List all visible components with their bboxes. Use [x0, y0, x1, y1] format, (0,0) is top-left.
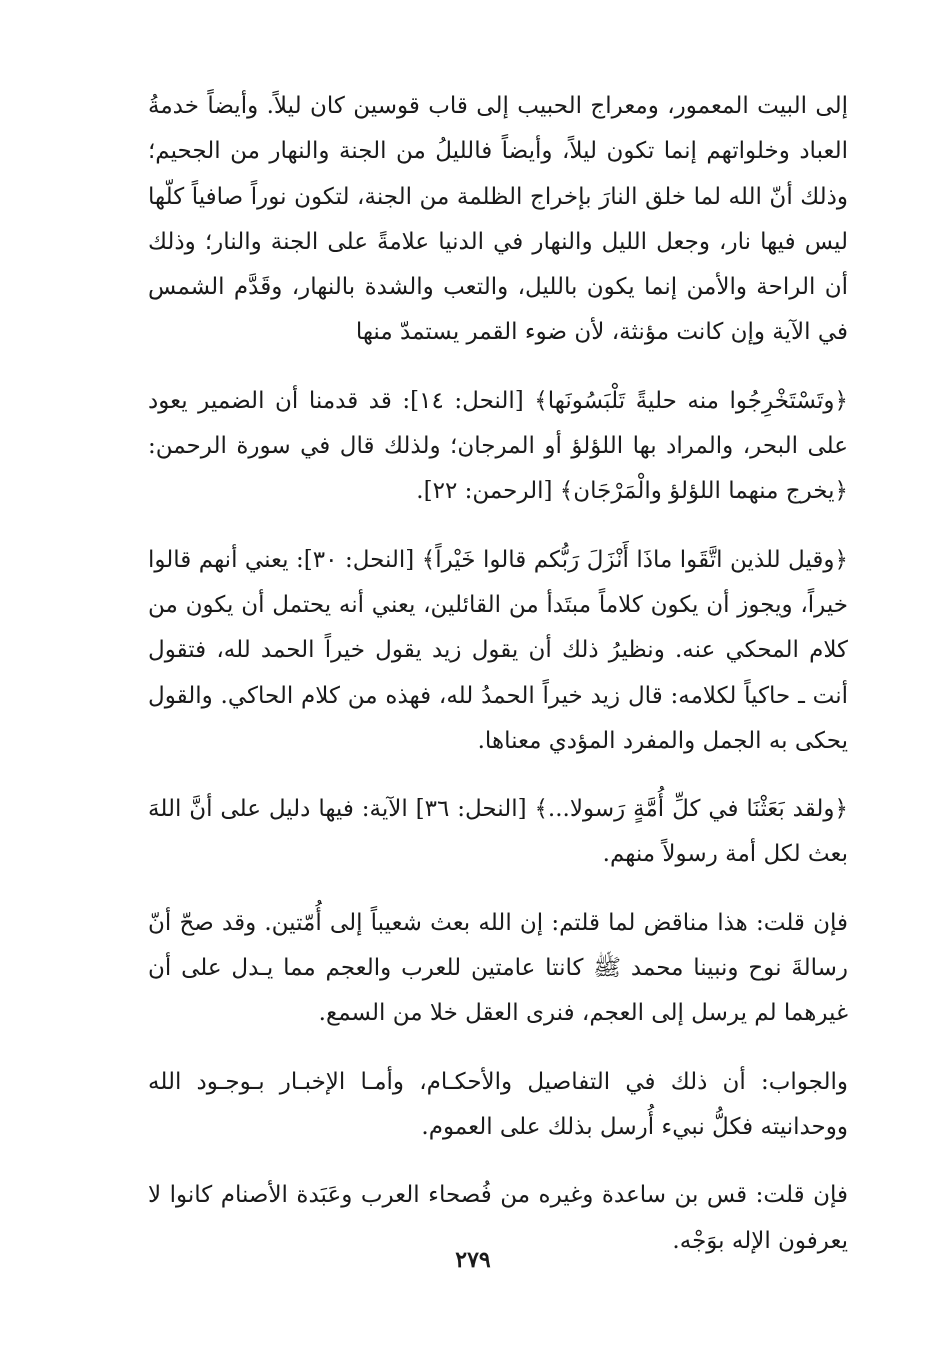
paragraph-7: فإن قلت: قس بن ساعدة وغيره من فُصحاء العرب وعَبَدة الأصنام كانوا لا يعرفون الإله بوَجْه.: [148, 1182, 848, 1254]
page-body: [148, 84, 848, 1264]
paragraph-1: إلى البيت المعمور، ومعراج الحبيب إلى قاب قوسين كان ليلاً. وأيضاً خدمةُ العباد وخلواتهم إنما تكون ليلاً، وأيضاً فالليلُ من الجنة والنهار من الجحيم؛ وذلك أنّ الله لما خلق النارَ بإخراج الظلمة من الجنة، لتكون نوراً صافياً كلّها ليس فيها نار، وجعل الليل والنهار في الدنيا علامةً على الجنة والنار؛ وذلك أن الراحة والأمن إنما يكون بالليل، والتعب والشدة بالنهار، وقَدَّم الشمس في الآية وإن كانت مؤنثة، لأن ضوء القمر يستمدّ منها: [148, 93, 848, 346]
paragraph-5: فإن قلت: هذا مناقض لما قلتم: إن الله بعث شعيباً إلى أُمّتين. وقد صحّ أنّ رسالةَ نوح ونبينا محمد ﷺ كانتا عامتين للعرب والعجم مما يـدل على أن غيرهما لم يرسل إلى العجم، فنرى العقل خلا من السمع.: [148, 909, 848, 1027]
paragraph-3: ﴿وقيل للذين اتَّقَوا ماذَا أَنْزَلَ رَبُّكم قالوا خَيْراً﴾ [النحل: ٣٠]: يعني أنهم قالوا خيراً، ويجوز أن يكون كلاماً مبتَدأ من القائلين، يعني أنه يحتمل أن يكون من كلام المحكي عنه. ونظيرُ ذلك أن يقول زيد يقول خيراً الحمد لله، فتقول أنت ـ حاكياً لكلامه: قال زيد خيراً الحمدُ لله، فهذه من كلام الحاكي. والقول يحكى به الجمل والمفرد المؤدي معناها.: [148, 546, 848, 754]
page-number: ٢٧٩: [455, 1247, 491, 1273]
paragraph-6: والجواب: أن ذلك في التفاصيل والأحكـام، وأمـا الإخبـار بـوجـود الله ووحدانيته فكلُّ نبيء أُرسل بذلك على العموم.: [148, 1068, 848, 1140]
paragraph-2: ﴿وتَسْتَخْرِجُوا منه حليةً تَلْبَسُونَها﴾ [النحل: ١٤]: قد قدمنا أن الضمير يعود على البحر، والمراد بها اللؤلؤ أو المرجان؛ ولذلك قال في سورة الرحمن: ﴿يخرج منهما اللؤلؤ والْمَرْجَان﴾ [الرحمن: ٢٢].: [148, 387, 848, 505]
paragraph-4: ﴿ولقد بَعَثْنَا في كلِّ أُمَّةٍ رَسولا...﴾ [النحل: ٣٦] الآية: فيها دليل على أنَّ اللهَ بعث لكل أمة رسولاً منهم.: [148, 796, 848, 868]
